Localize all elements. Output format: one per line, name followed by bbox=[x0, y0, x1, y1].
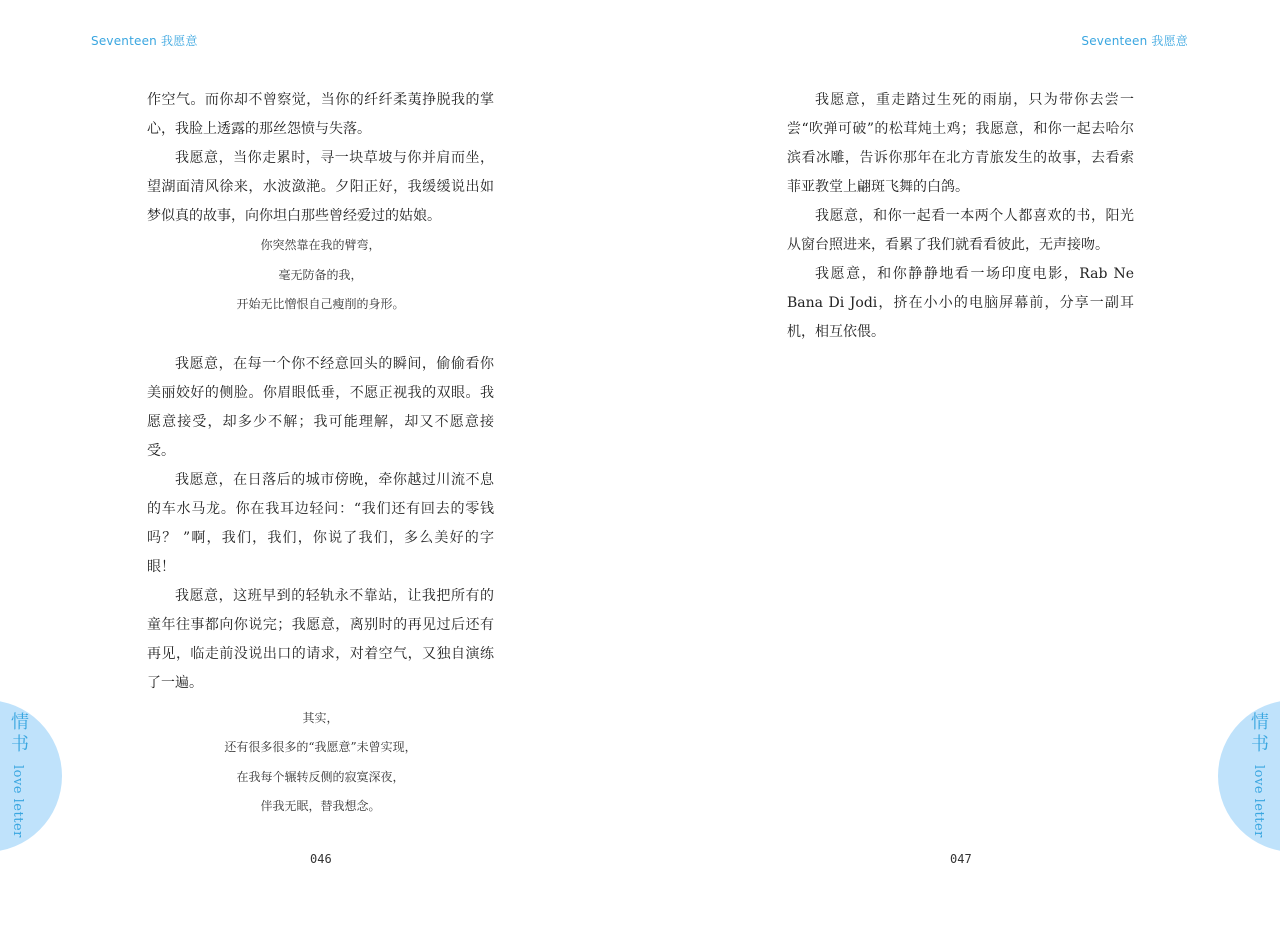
poem-line: 毫无防备的我， bbox=[278, 267, 363, 282]
paragraph: 我愿意，和你一起看一本两个人都喜欢的书，阳光从窗台照进来，看累了我们就看看彼此，无声接吻。 bbox=[787, 208, 1134, 253]
paragraph: 我愿意，和你静静地看一场印度电影，Rab Ne Bana Di Jodi，挤在小小的电脑屏幕前，分享一副耳机，相互依偎。 bbox=[787, 266, 1134, 340]
running-header-left: Seventeen 我愿意 bbox=[91, 34, 198, 48]
poem-line: 还有很多很多的“我愿意”未曾实现， bbox=[224, 740, 417, 754]
paragraph: 作空气。而你却不曾察觉，当你的纤纤柔荑挣脱我的掌心，我脸上透露的那丝怨愤与失落。 bbox=[147, 92, 494, 137]
right-page-body bbox=[787, 86, 1134, 347]
poem-line: 伴我无眠，替我想念。 bbox=[260, 799, 381, 813]
poem-line: 你突然靠在我的臂弯， bbox=[260, 238, 381, 252]
paragraph: 我愿意，这班早到的轻轨永不靠站，让我把所有的童年往事都向你说完；我愿意，离别时的再见过后还有再见，临走前没说出口的请求，对着空气，又独自演练了一遍。 bbox=[147, 587, 494, 691]
spacer bbox=[147, 320, 494, 350]
paragraph: 我愿意，重走踏过生死的雨崩，只为带你去尝一尝“吹弹可破”的松茸炖土鸡；我愿意，和你一起去哈尔滨看冰雕，告诉你那年在北方青旅发生的故事，去看索菲亚教堂上翩斑飞舞的白鸽。 bbox=[787, 92, 1134, 195]
poem-line: 开始无比憎恨自己瘦削的身形。 bbox=[236, 297, 405, 311]
paragraph: 我愿意，在每一个你不经意回头的瞬间，偷偷看你美丽姣好的侧脸。你眉眼低垂，不愿正视我的双眼。我愿意接受，却多少不解；我可能理解，却又不愿意接受。 bbox=[147, 355, 494, 459]
page-number-right: 047 bbox=[950, 852, 972, 866]
side-tab-title-right: 情书 bbox=[1251, 712, 1269, 755]
page-number-left: 046 bbox=[310, 852, 332, 866]
paragraph: 我愿意，当你走累时，寻一块草坡与你并肩而坐，望湖面清风徐来，水波潋滟。夕阳正好，我缓缓说出如梦似真的故事，向你坦白那些曾经爱过的姑娘。 bbox=[147, 150, 494, 224]
side-tab-title-left: 情书 bbox=[11, 712, 29, 755]
side-tab-subtitle-right: love letter bbox=[1251, 765, 1266, 838]
side-tab-subtitle-left: love letter bbox=[10, 765, 25, 838]
paragraph: 我愿意，在日落后的城市傍晚，牵你越过川流不息的车水马龙。你在我耳边轻问：“我们还有回去的零钱吗？ ”啊，我们，我们，你说了我们，多么美好的字眼！ bbox=[147, 471, 494, 575]
left-page-body bbox=[147, 86, 494, 822]
poem-line: 在我每个辗转反侧的寂寞深夜， bbox=[236, 769, 405, 784]
poem-line: 其实， bbox=[302, 710, 339, 725]
running-header-right: Seventeen 我愿意 bbox=[1081, 34, 1188, 48]
right-page bbox=[640, 0, 1280, 928]
